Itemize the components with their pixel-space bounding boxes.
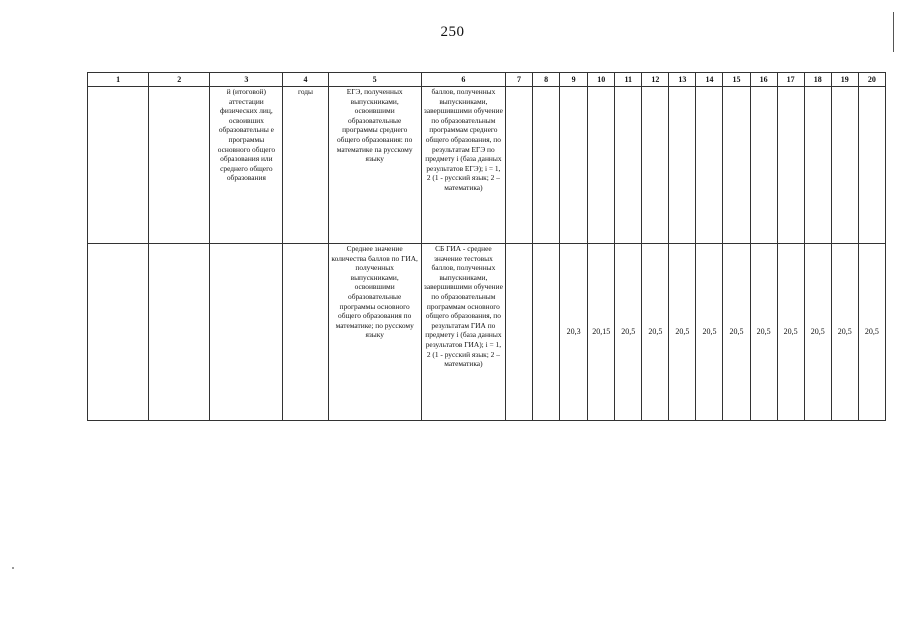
table-cell	[750, 87, 777, 244]
column-header: 8	[533, 73, 560, 87]
table-cell	[588, 87, 615, 244]
column-header: 13	[669, 73, 696, 87]
table-cell	[505, 87, 532, 244]
column-header: 19	[831, 73, 858, 87]
table-row	[88, 87, 886, 244]
column-header: 2	[149, 73, 210, 87]
value-cell: 20,15	[588, 244, 615, 421]
column-header: 9	[560, 73, 588, 87]
column-header: 15	[723, 73, 750, 87]
table-cell	[88, 244, 149, 421]
column-header: 5	[328, 73, 421, 87]
table-cell	[669, 87, 696, 244]
table-cell	[210, 244, 283, 421]
table-cell	[642, 87, 669, 244]
table-cell	[615, 87, 642, 244]
column-header: 3	[210, 73, 283, 87]
scan-speck	[12, 567, 14, 569]
column-header: 7	[505, 73, 532, 87]
value-cell: 20,5	[669, 244, 696, 421]
table-cell	[505, 244, 532, 421]
value-cell: 20,5	[723, 244, 750, 421]
table-cell	[777, 87, 804, 244]
table-cell	[149, 244, 210, 421]
column-header: 6	[421, 73, 505, 87]
column-header: 20	[858, 73, 885, 87]
value-cell: 20,3	[560, 244, 588, 421]
value-cell: 20,5	[750, 244, 777, 421]
column-header: 11	[615, 73, 642, 87]
column-header: 4	[283, 73, 328, 87]
page-number: 250	[440, 24, 465, 40]
calculation-method-cell: баллов, полученных выпускниками, завершившими обучение по образовательным программам среднего общего образования, по результатам ЕГЭ по предмету i (база данных результатов ЕГЭ); i = 1, 2 (1 - русский язык; 2 – математика)	[421, 87, 505, 244]
indicator-description-cell: Среднее значение количества баллов по ГИА, полученных выпускниками, освоившими образовательные программы основного общего образования по математике; по русскому языку	[328, 244, 421, 421]
column-header: 18	[804, 73, 831, 87]
indicator-name-cell: й (итоговой) аттестации физических лиц, освоивших образовательны е программы основного общего образования или среднего общего образования	[210, 87, 283, 244]
table-cell	[560, 87, 588, 244]
indicator-description-cell: ЕГЭ, полученных выпускниками, освоившими образовательные программы среднего общего образования: по математике па русскому языку	[328, 87, 421, 244]
table-cell	[858, 87, 885, 244]
value-cell: 20,5	[777, 244, 804, 421]
column-header: 12	[642, 73, 669, 87]
table-cell	[696, 87, 723, 244]
column-header: 17	[777, 73, 804, 87]
table-cell	[831, 87, 858, 244]
table-row	[88, 244, 886, 421]
column-header: 10	[588, 73, 615, 87]
data-table	[87, 72, 886, 421]
table-cell	[804, 87, 831, 244]
value-cell: 20,5	[615, 244, 642, 421]
column-header: 16	[750, 73, 777, 87]
unit-cell: годы	[283, 87, 328, 244]
value-cell: 20,5	[696, 244, 723, 421]
value-cell: 20,5	[831, 244, 858, 421]
value-cell: 20,5	[642, 244, 669, 421]
calculation-method-cell: СБ ГИА - среднее значение тестовых баллов, полученных выпускниками, завершившими обучение по образовательным программам основного общего образования, по результатам ГИА по предмету i (база данных результатов ГИА); i = 1, 2 (1 - русский язык; 2 – математика)	[421, 244, 505, 421]
header-row	[88, 73, 886, 87]
table-cell	[533, 87, 560, 244]
scan-edge-line	[893, 12, 894, 52]
value-cell: 20,5	[804, 244, 831, 421]
table-cell	[533, 244, 560, 421]
table-cell	[283, 244, 328, 421]
column-header: 14	[696, 73, 723, 87]
table-cell	[149, 87, 210, 244]
value-cell: 20,5	[858, 244, 885, 421]
table-cell	[723, 87, 750, 244]
column-header: 1	[88, 73, 149, 87]
table-cell	[88, 87, 149, 244]
